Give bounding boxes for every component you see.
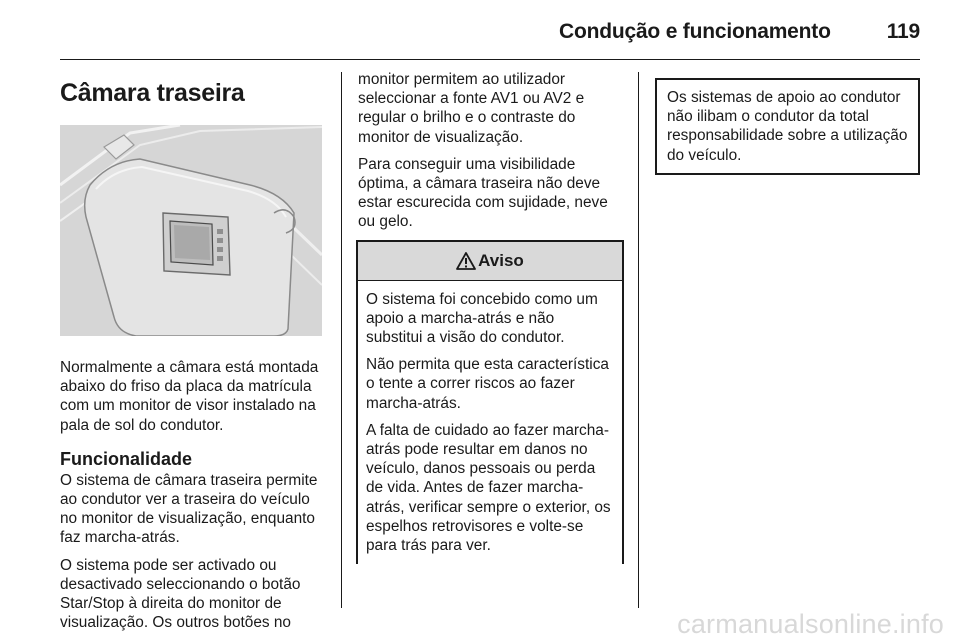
warning-paragraph-2: Não permita que esta característica o tente a correr riscos ao fazer marcha-atrás. — [366, 356, 609, 412]
page-header — [60, 12, 920, 52]
warning-paragraph-1: O sistema foi concebido como um apoio a marcha-atrás e não substitui a visão do condutor. — [366, 290, 598, 347]
right-column — [655, 70, 920, 175]
intro-paragraph: Normalmente a câmara está montada abaixo do friso da placa da matrícula com um monitor de visor instalado na pala de sol do condutor. — [60, 359, 319, 434]
middle-paragraph-1: monitor permitem ao utilizador seleccionar a fonte AV1 ou AV2 e regular o brilho e o contraste do monitor de visualização. — [358, 71, 585, 146]
sun-visor-monitor-illustration — [60, 125, 322, 336]
warning-header — [358, 242, 622, 281]
warning-paragraph-3: A falta de cuidado ao fazer marcha-atrás pode resultar em danos no veículo, danos pessoais ou perda de vida. Antes de fazer marcha-atrás, verificar sempre o exterior, os espelhos retrovisores e volte-se para trás para ver. — [366, 421, 611, 555]
note-text: Os sistemas de apoio ao condutor não ilibam o condutor da total responsabilidade sobre a utilização do veículo. — [667, 89, 908, 164]
left-column — [60, 70, 328, 640]
functionality-paragraph-1: O sistema de câmara traseira permite ao condutor ver a traseira do veículo no monitor de visualização, enquanto faz marcha-atrás. — [60, 471, 318, 547]
warning-title: Aviso — [478, 251, 524, 271]
functionality-paragraph-2: O sistema pode ser activado ou desactivado seleccionando o botão Star/Stop à direita do monitor de visualização. Os outros botões no — [60, 556, 301, 632]
column-divider-1 — [341, 72, 342, 608]
middle-column — [358, 70, 622, 564]
chapter-title: Condução e funcionamento — [559, 20, 831, 43]
section-title: Câmara traseira — [60, 79, 245, 107]
warning-triangle-icon — [456, 252, 476, 270]
warning-box — [356, 240, 624, 564]
column-divider-2 — [638, 72, 639, 608]
header-rule — [60, 59, 920, 60]
subheading-funcionalidade: Funcionalidade — [60, 448, 193, 469]
footer-watermark: carmanualsonline.info — [677, 609, 944, 639]
page-number: 119 — [886, 20, 920, 43]
warning-body — [358, 281, 622, 564]
middle-paragraph-2: Para conseguir uma visibilidade óptima, a câmara traseira não deve estar escurecida com sujidade, neve ou gelo. — [358, 155, 608, 231]
note-box — [655, 78, 920, 175]
